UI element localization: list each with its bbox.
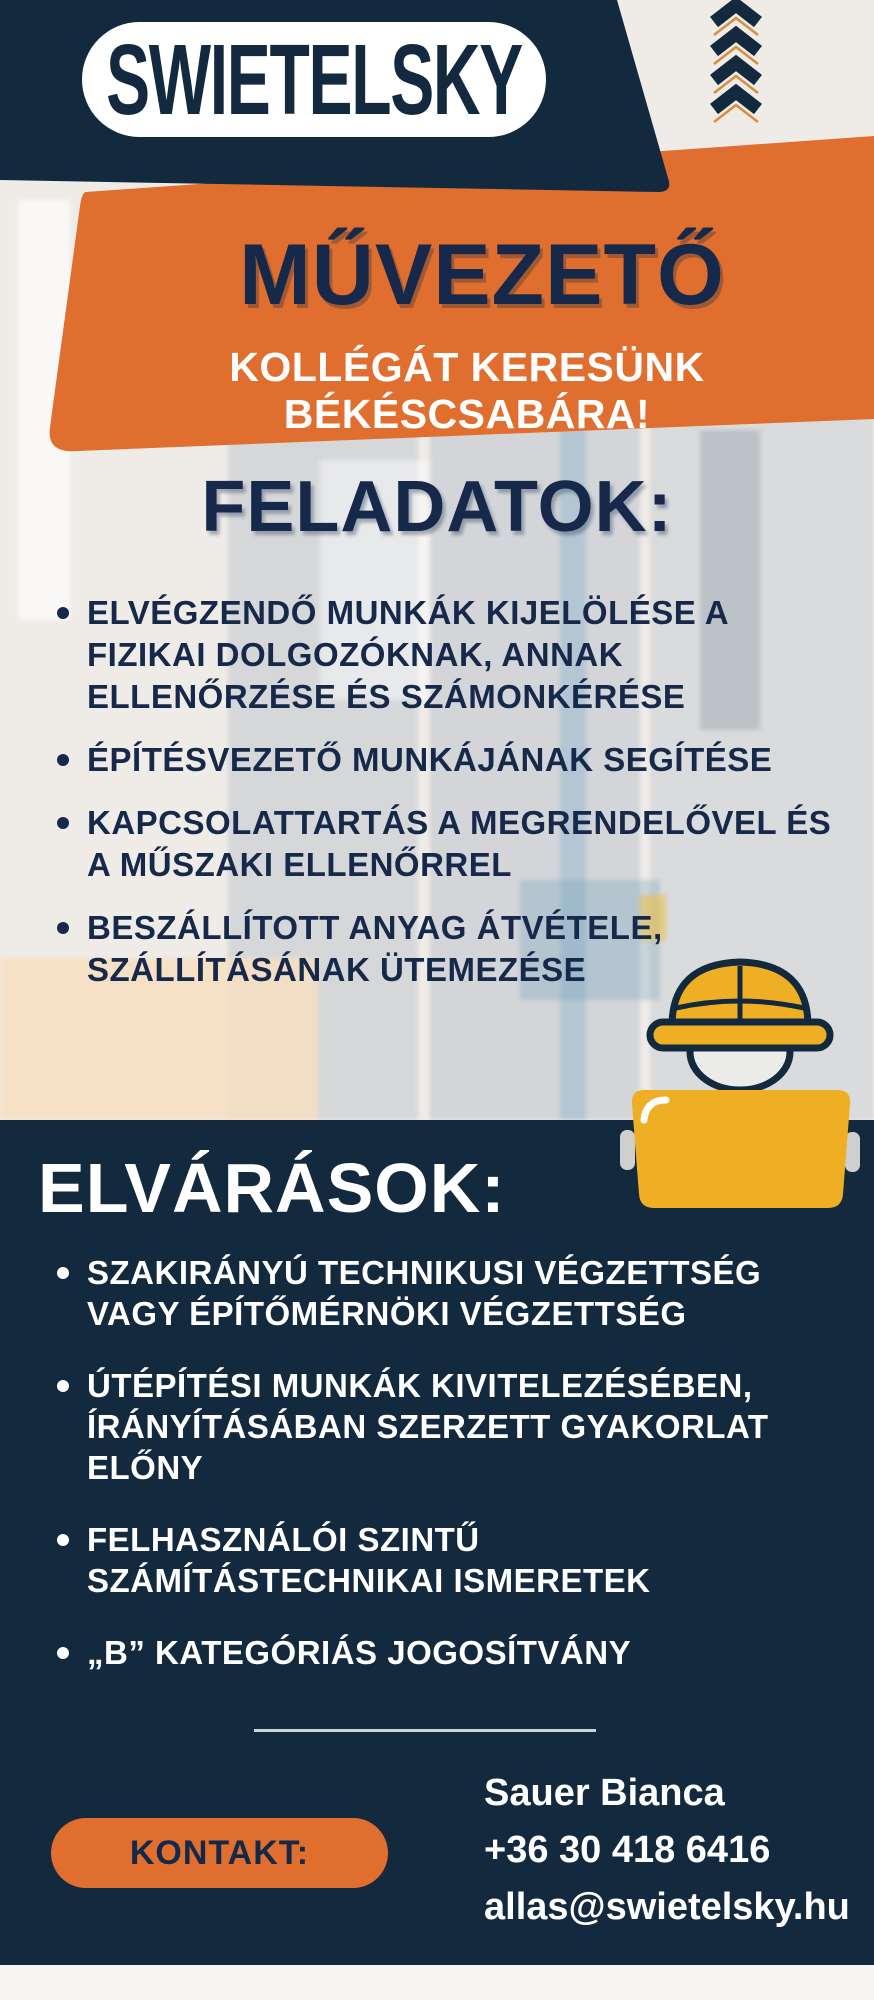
requirement-item-text: SZAKIRÁNYÚ TECHNIKUSI VÉGZETTSÉG VAGY ÉPÍTŐMÉRNÖKI VÉGZETTSÉG [87,1254,762,1332]
requirement-item-text: FELHASZNÁLÓI SZINTŰ SZÁMÍTÁSTECHNIKAI ISMERETEK [87,1521,651,1599]
requirement-list-item [57,1632,837,1673]
requirements-heading: ELVÁRÁSOK: [38,1149,506,1227]
requirement-list-item [57,1365,837,1488]
bullet-dot-icon [57,817,69,829]
bullet-dot-icon [57,1267,69,1279]
requirement-item-text: „B” KATEGÓRIÁS JOGOSÍTVÁNY [87,1634,632,1671]
requirement-item-text: ÚTÉPÍTÉSI MUNKÁK KIVITELEZÉSÉBEN, ÍRÁNYÍTÁSÁBAN SZERZETT GYAKORLAT ELŐNY [87,1367,769,1486]
brand-logo [82,22,546,137]
task-list-item [57,739,837,781]
bullet-dot-icon [57,1380,69,1392]
bullet-dot-icon [57,922,69,934]
contact-name: Sauer Bianca [484,1772,725,1814]
task-list-item [57,802,837,886]
requirement-list-item [57,1519,837,1601]
task-item-text: ELVÉGZENDŐ MUNKÁK KIJELÖLÉSE A FIZIKAI DOLGOZÓKNAK, ANNAK ELLENŐRZÉSE ÉS SZÁMONKÉRÉSE [87,594,728,715]
requirements-list [57,1252,837,1704]
bullet-dot-icon [57,754,69,766]
chevrons-up-icon [714,5,758,122]
kontakt-button-label: KONTAKT: [129,1833,310,1872]
task-item-text: BESZÁLLÍTOTT ANYAG ÁTVÉTELE, SZÁLLÍTÁSÁNAK ÜTEMEZÉSE [87,909,663,988]
task-item-text: ÉPÍTÉSVEZETŐ MUNKÁJÁNAK SEGÍTÉSE [87,741,773,778]
task-item-text: KAPCSOLATTARTÁS A MEGRENDELŐVEL ÉS A MŰSZAKI ELLENŐRREL [87,804,832,883]
bullet-dot-icon [57,1534,69,1546]
job-subtitle: KOLLÉGÁT KERESÜNK BÉKÉSCSABÁRA! [229,344,705,438]
task-list-item [57,592,837,718]
job-title: MŰVEZETŐ [239,227,725,323]
contact-phone[interactable]: +36 30 418 6416 [484,1829,771,1871]
contact-block [484,1765,850,1936]
tasks-heading: FELADATOK: [201,467,673,547]
bullet-dot-icon [57,607,69,619]
tasks-list [57,592,837,1012]
bullet-dot-icon [57,1647,69,1659]
construction-worker-icon [618,952,862,1214]
footer-divider [254,1729,596,1732]
bottom-strip [0,1965,874,2000]
contact-email[interactable]: allas@swietelsky.hu [484,1886,850,1928]
requirement-list-item [57,1252,837,1334]
kontakt-button[interactable] [51,1818,388,1888]
brand-logo-text: SWIETELSKY [106,23,522,136]
